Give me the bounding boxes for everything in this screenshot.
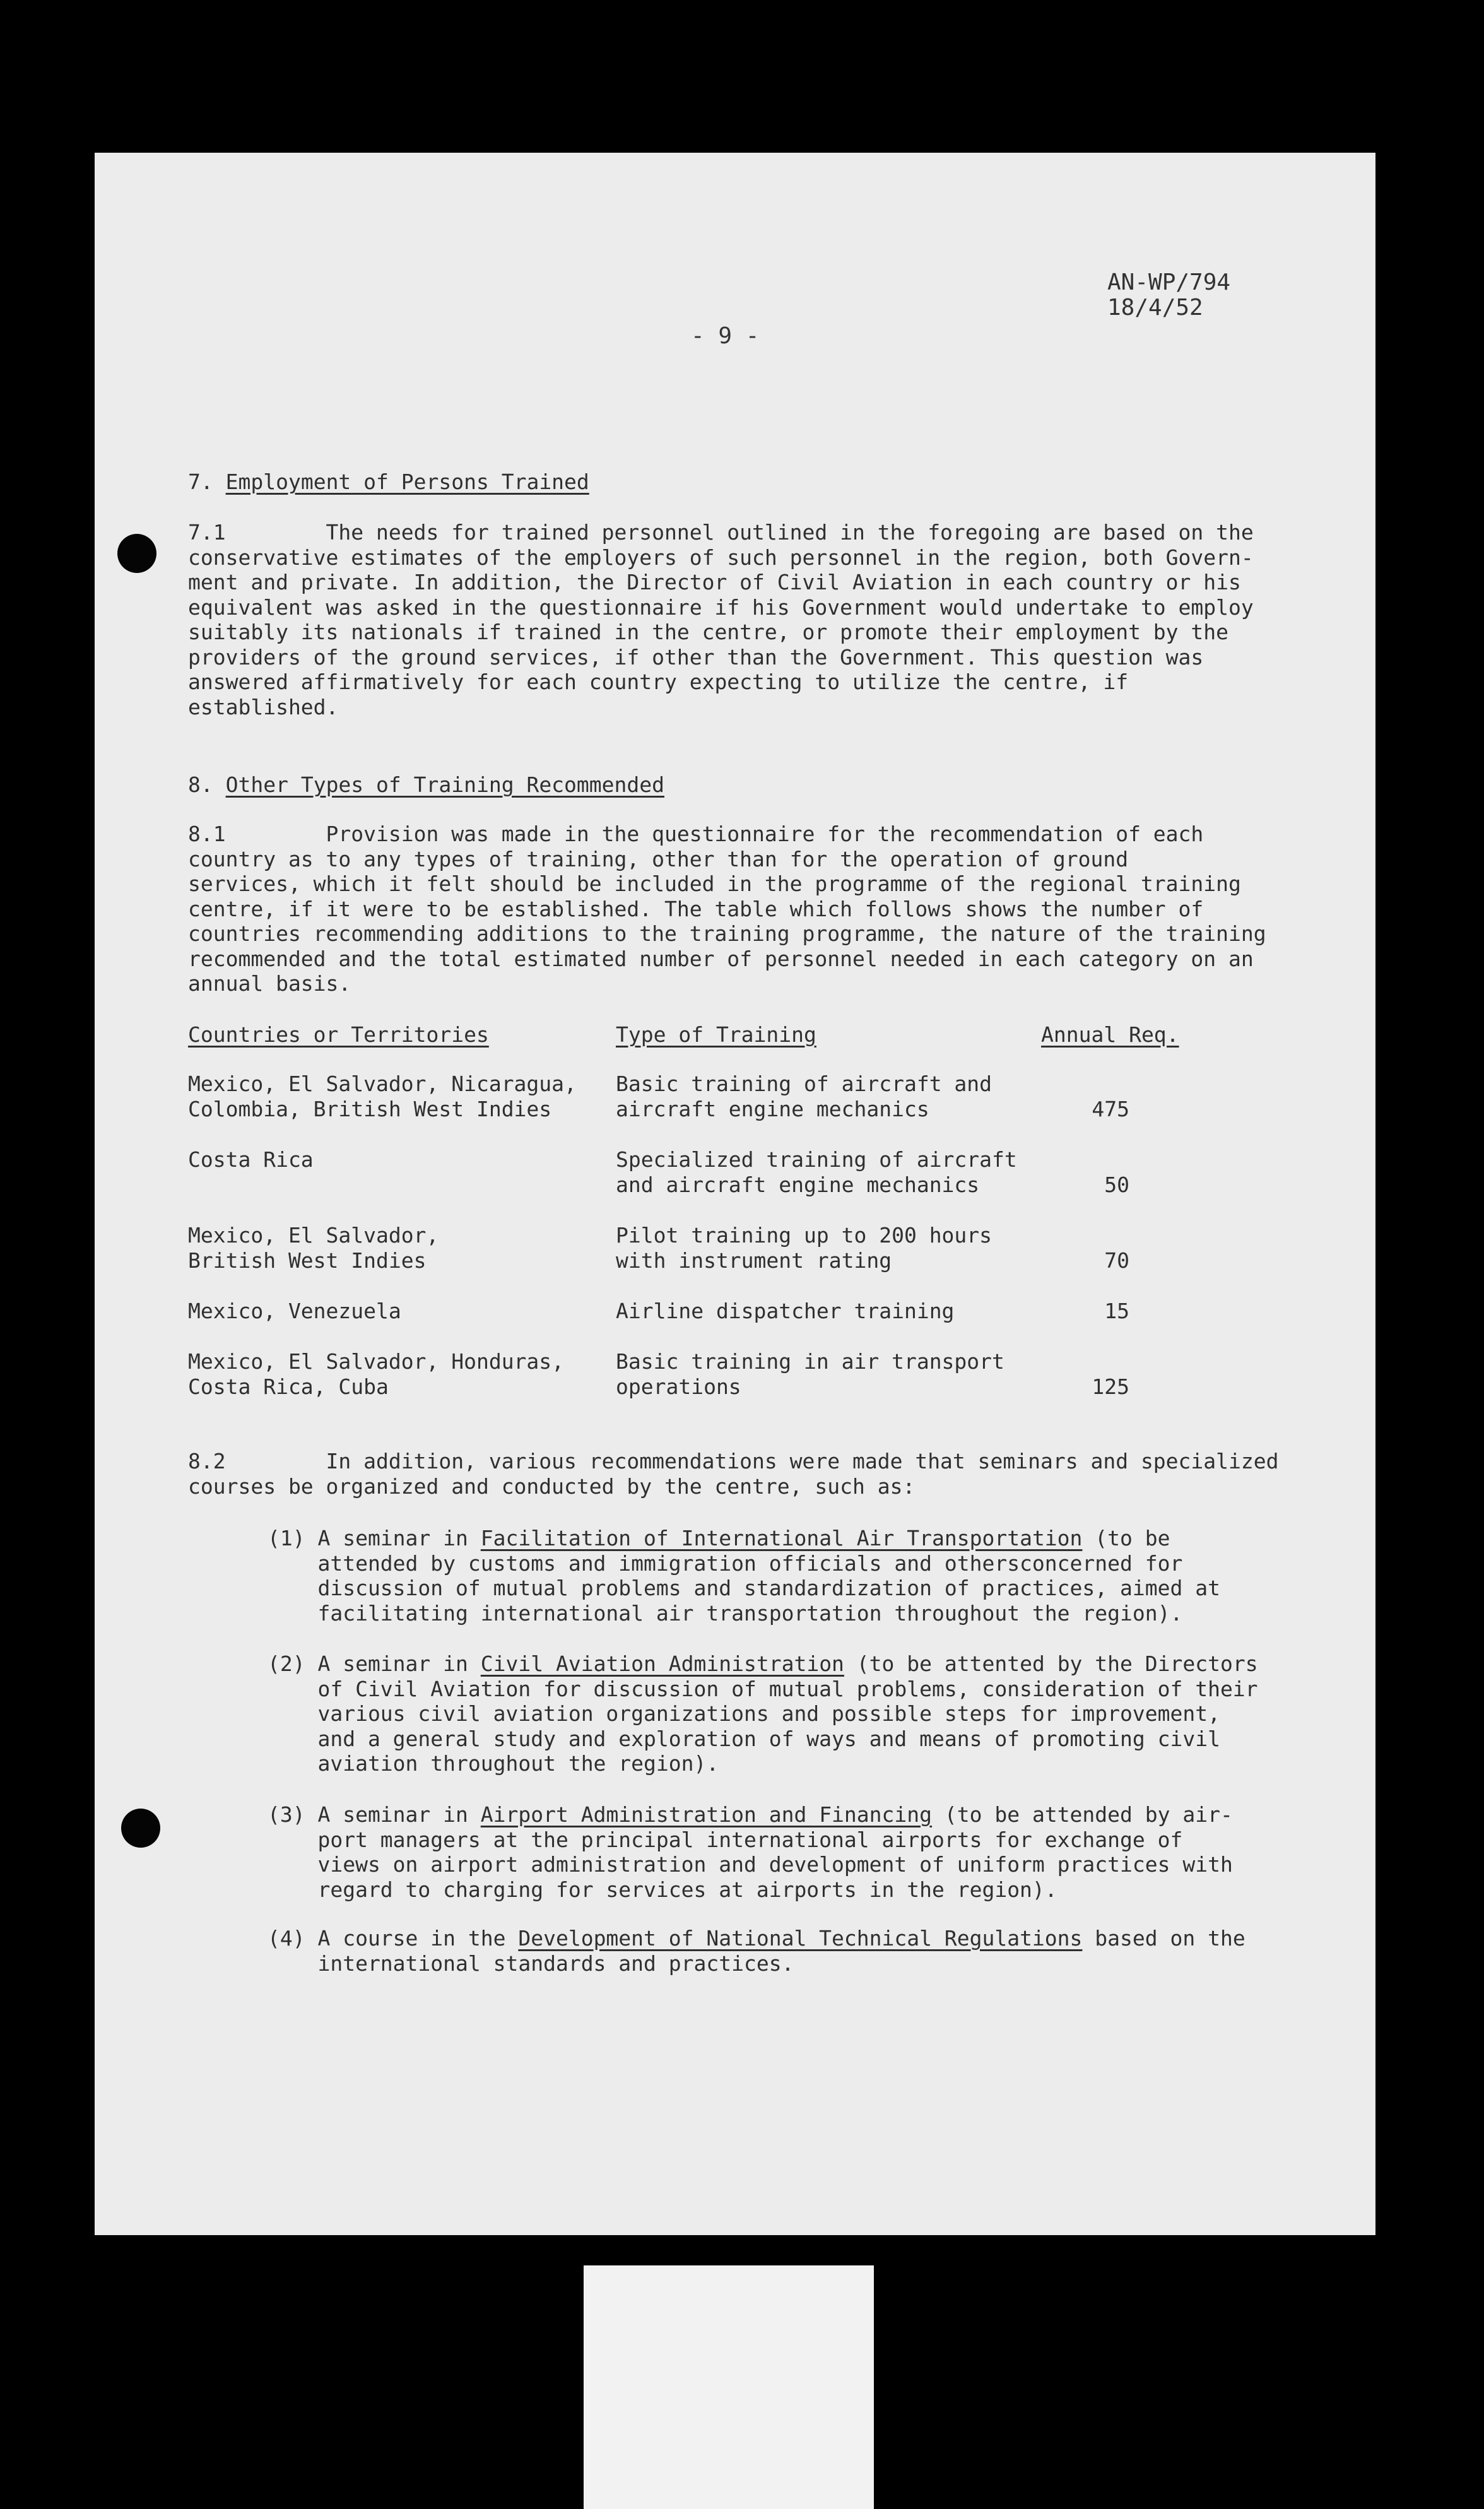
- list-item-4-topic: Development of National Technical Regulations: [518, 1926, 1083, 1951]
- table-header-training: Type of Training: [616, 1022, 816, 1047]
- section-7-heading: [188, 469, 589, 494]
- table-row-3-req: 70: [1104, 1248, 1129, 1273]
- section-8-title: Other Types of Training Recommended: [225, 772, 664, 797]
- table-header-countries: Countries or Territories: [188, 1022, 489, 1047]
- punch-hole-top: [117, 534, 156, 573]
- list-item-1-text: (to be attended by customs and immigration officials and othersconcerned for discussion of mutual problems and standardization of practices, aimed at facilitating international air transportation throughout the region).: [317, 1526, 1220, 1626]
- paragraph-8-1: 8.1 Provision was made in the questionnaire for the recommendation of each country as to any types of training, other than for the operation of ground services, which it felt should be included in the programme of the regional training centre, if it were to be established. The table which follows shows the number of countries recommending additions to the training programme, the nature of the training recommended and the total estimated number of personnel needed in each category on an annual basis.: [188, 822, 1266, 996]
- list-item-4: [268, 1926, 1246, 1976]
- document-reference: [1107, 270, 1230, 321]
- list-item-2-topic: Civil Aviation Administration: [480, 1651, 844, 1676]
- reference-number: AN-WP/794: [1107, 269, 1231, 295]
- table-row-4-training: Airline dispatcher training: [616, 1299, 955, 1323]
- table-row-3-countries: Mexico, El Salvador, British West Indies: [188, 1223, 439, 1273]
- paragraph-7-1: 7.1 The needs for trained personnel outlined in the foregoing are based on the conservative estimates of the employers of such personnel in the region, both Govern- ment and private. In addition, the Director of Civil Aviation in each country or his equivalent was asked in the questionnaire if his Government would undertake to employ suitably its nationals if trained in the centre, or promote their employment by the providers of the ground services, if other than the Government. This question was answered affirmatively for each country expecting to utilize the centre, if established.: [188, 520, 1254, 719]
- table-row-2-countries: Costa Rica: [188, 1147, 314, 1172]
- table-header-annual-req: Annual Req.: [1041, 1022, 1179, 1047]
- table-row-1-countries: Mexico, El Salvador, Nicaragua, Colombia, British West Indies: [188, 1071, 577, 1121]
- table-row-2-req: 50: [1104, 1172, 1129, 1197]
- table-row-3-training: Pilot training up to 200 hours with instrument rating: [616, 1223, 992, 1273]
- table-row-5-countries: Mexico, El Salvador, Honduras, Costa Rica, Cuba: [188, 1349, 565, 1399]
- section-8-heading: [188, 772, 664, 797]
- paragraph-8-2: 8.2 In addition, various recommendations were made that seminars and specialized courses be organized and conducted by the centre, such as:: [188, 1449, 1279, 1499]
- list-item-4-prefix: (4) A course in the: [268, 1926, 519, 1951]
- list-item-3-prefix: (3) A seminar in: [268, 1802, 481, 1827]
- list-item-2-text: (to be attented by the Directors of Civil Aviation for discussion of mutual problems, consideration of their various civil aviation organizations and possible steps for improvement, and a general study and exploration of ways and means of promoting civil aviation throughout the region).: [317, 1651, 1258, 1776]
- table-row-5-training: Basic training in air transport operations: [616, 1349, 1004, 1399]
- list-item-1-prefix: (1) A seminar in: [268, 1526, 481, 1550]
- table-row-4-req: 15: [1104, 1299, 1129, 1323]
- page-number: - 9 -: [691, 323, 760, 349]
- section-7-title: Employment of Persons Trained: [225, 469, 589, 494]
- section-7-number: 7.: [188, 469, 213, 494]
- table-row-1-training: Basic training of aircraft and aircraft engine mechanics: [616, 1071, 992, 1121]
- list-item-3-topic: Airport Administration and Financing: [480, 1802, 933, 1827]
- table-row-2-training: Specialized training of aircraft and aircraft engine mechanics: [616, 1147, 1017, 1197]
- list-item-2: [268, 1651, 1258, 1776]
- list-item-4-text: based on the international standards and practices.: [317, 1926, 1246, 1976]
- section-8-number: 8.: [188, 772, 213, 797]
- table-row-1-req: 475: [1092, 1097, 1129, 1121]
- table-row-4-countries: Mexico, Venezuela: [188, 1299, 401, 1323]
- list-item-1: [268, 1526, 1220, 1626]
- list-item-3: [268, 1802, 1233, 1902]
- blank-label-tab: [584, 2265, 874, 2509]
- table-row-5-req: 125: [1092, 1374, 1129, 1399]
- list-item-2-prefix: (2) A seminar in: [268, 1651, 481, 1676]
- reference-date: 18/4/52: [1107, 295, 1203, 321]
- list-item-3-text: (to be attended by air- port managers at the principal international airports for exchange of views on airport administration and development of uniform practices with regard to charging for services at airports in the region).: [317, 1802, 1233, 1902]
- punch-hole-bottom: [121, 1809, 160, 1848]
- list-item-1-topic: Facilitation of International Air Transportation: [480, 1526, 1083, 1550]
